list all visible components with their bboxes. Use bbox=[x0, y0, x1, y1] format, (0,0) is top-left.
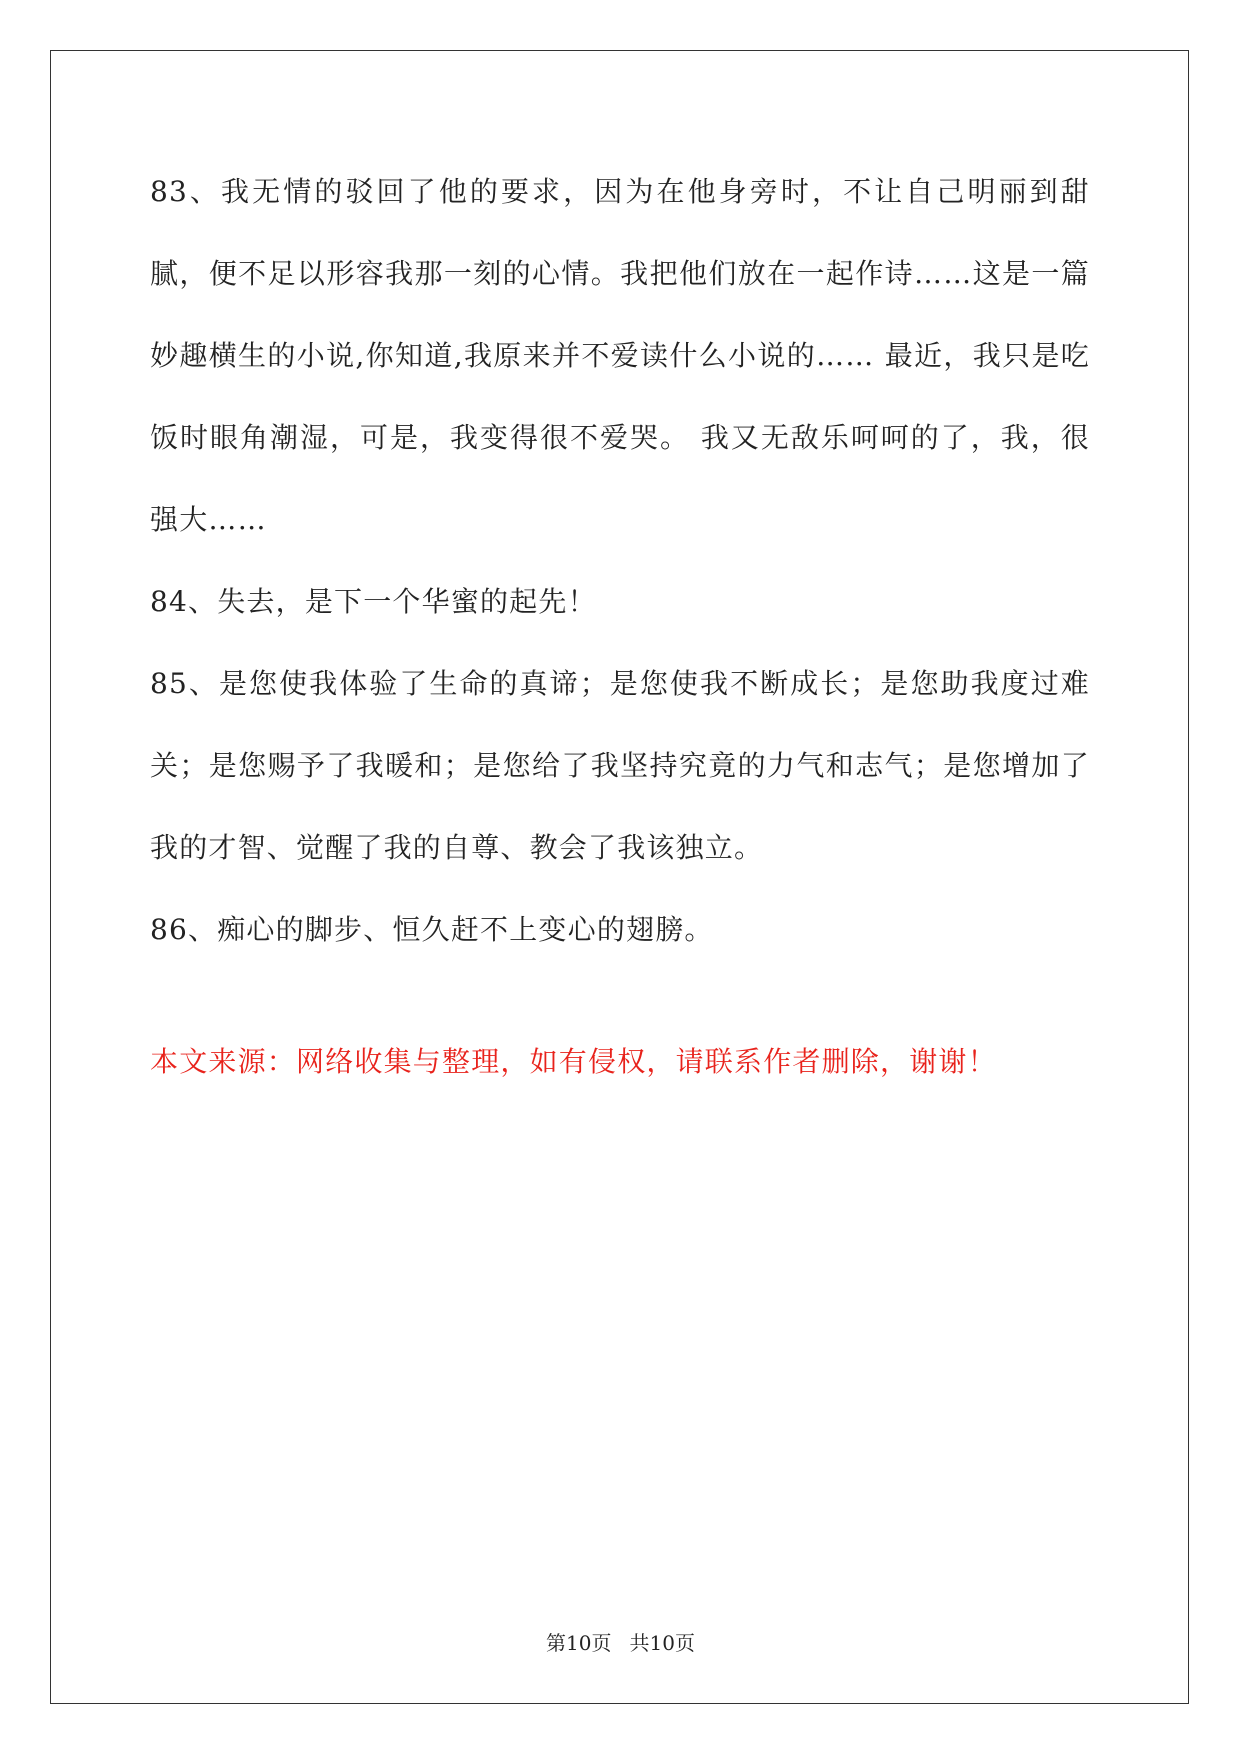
page-number-total: 共10页 bbox=[629, 1631, 695, 1655]
page-number-current: 第10页 bbox=[546, 1631, 612, 1655]
paragraph-84: 84、失去，是下一个华蜜的起先！ bbox=[150, 585, 597, 618]
page-footer bbox=[0, 1627, 1241, 1656]
paragraph-83: 83、我无情的驳回了他的要求，因为在他身旁时，不让自己明丽到甜腻，便不足以形容我那一刻的心情。我把他们放在一起作诗……这是一篇妙趣横生的小说,你知道,我原来并不爱读什么小说的…… 最近，我只是吃饭时眼角潮湿，可是，我变得很不爱哭。 我又无敌乐呵呵的了，我，很强大…… bbox=[150, 175, 1090, 536]
paragraph-85: 85、是您使我体验了生命的真谛；是您使我不断成长；是您助我度过难关；是您赐予了我暖和；是您给了我坚持究竟的力气和志气；是您增加了我的才智、觉醒了我的自尊、教会了我该独立。 bbox=[150, 667, 1090, 864]
paragraph-86: 86、痴心的脚步、恒久赶不上变心的翅膀。 bbox=[150, 913, 714, 946]
source-note: 本文来源：网络收集与整理，如有侵权，请联系作者删除，谢谢！ bbox=[150, 1045, 997, 1078]
